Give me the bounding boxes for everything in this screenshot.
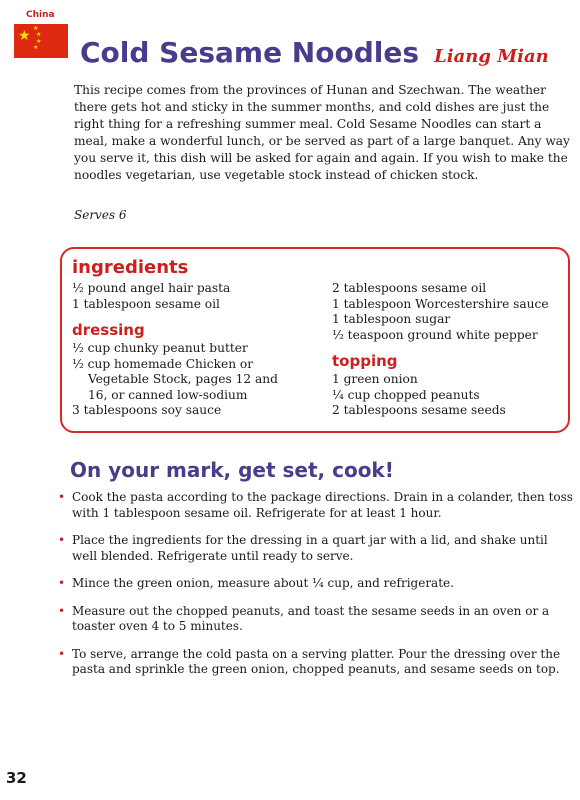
country-label: China — [26, 10, 55, 20]
country-flag — [14, 10, 70, 58]
ingredient-item: ½ cup homemade Chicken or — [72, 356, 254, 371]
bullet-icon: • — [58, 603, 66, 618]
dressing-heading: dressing — [72, 321, 145, 339]
title-row — [80, 36, 549, 69]
ingredient-item: 16, or canned low-sodium — [88, 387, 248, 402]
bullet-icon: • — [58, 646, 66, 661]
instruction-text: Cook the pasta according to the package directions. Drain in a colander, then toss with 1 tablespoon sesame oil. Refrigerate for at least 1 hour. — [72, 490, 573, 520]
bullet-icon: • — [58, 533, 66, 547]
instruction-text: Mince the green onion, measure about ¼ cup, and refrigerate. — [72, 576, 454, 590]
instruction-text: To serve, arrange the cold pasta on a serving platter. Pour the dressing over the pasta and sprinkle the green onion, chopped peanuts, and sesame seeds on top. — [72, 646, 561, 676]
page-number: 32 — [6, 769, 27, 787]
instruction-step — [58, 647, 576, 678]
instruction-step — [58, 533, 576, 564]
instruction-step — [58, 576, 576, 592]
ingredient-item: 1 tablespoon sesame oil — [72, 296, 220, 311]
instructions-heading: On your mark, get set, cook! — [70, 458, 394, 482]
ingredient-item: 3 tablespoons soy sauce — [72, 403, 222, 417]
ingredients-column-left — [72, 257, 322, 419]
ingredient-item: 1 tablespoon Worcestershire sauce — [332, 296, 549, 311]
instruction-text: Place the ingredients for the dressing in a quart jar with a lid, and shake until well blended. Refrigerate until ready to serve. — [72, 533, 548, 563]
ingredient-item: 1 green onion — [332, 372, 418, 386]
instruction-text: Measure out the chopped peanuts, and toast the sesame seeds in an oven or a toaster oven 4 to 5 minutes. — [72, 603, 550, 633]
ingredients-heading: ingredients — [72, 257, 189, 278]
instruction-step — [58, 490, 576, 521]
ingredient-item: 2 tablespoons sesame seeds — [332, 403, 506, 417]
ingredient-item: ½ cup chunky peanut butter — [72, 341, 248, 355]
ingredient-item: 1 tablespoon sugar — [332, 312, 451, 326]
china-flag-icon: ★ ★ ★ ★ ★ — [14, 24, 68, 58]
ingredient-item: ½ pound angel hair pasta — [72, 281, 231, 295]
instructions-list — [58, 490, 576, 690]
ingredient-item: 2 tablespoons sesame oil — [332, 281, 487, 295]
page-subtitle: Liang Mian — [434, 46, 549, 67]
intro-paragraph: This recipe comes from the provinces of Hunan and Szechwan. The weather there gets hot and sticky in the summer months, and cold dishes are just the right thing for a refreshing summer meal. Cold Sesame Noodles can start a meal, make a wonderful lunch, or be served as part of a large banquet. Any way you serve it, this dish will be asked for again and again. If you wish to make the noodles vegetarian, use vegetable stock instead of chicken stock. — [74, 83, 570, 182]
bullet-icon: • — [58, 576, 66, 590]
page-title: Cold Sesame Noodles — [80, 36, 420, 69]
topping-heading: topping — [332, 352, 398, 370]
bullet-icon: • — [58, 490, 66, 504]
ingredients-column-right — [332, 281, 572, 419]
ingredient-item: ½ teaspoon ground white pepper — [332, 327, 538, 342]
ingredients-box — [60, 247, 570, 433]
serves-label: Serves 6 — [74, 208, 127, 222]
ingredient-item: ¼ cup chopped peanuts — [332, 387, 480, 402]
ingredient-item: Vegetable Stock, pages 12 and — [88, 372, 278, 386]
instruction-step — [58, 604, 576, 635]
